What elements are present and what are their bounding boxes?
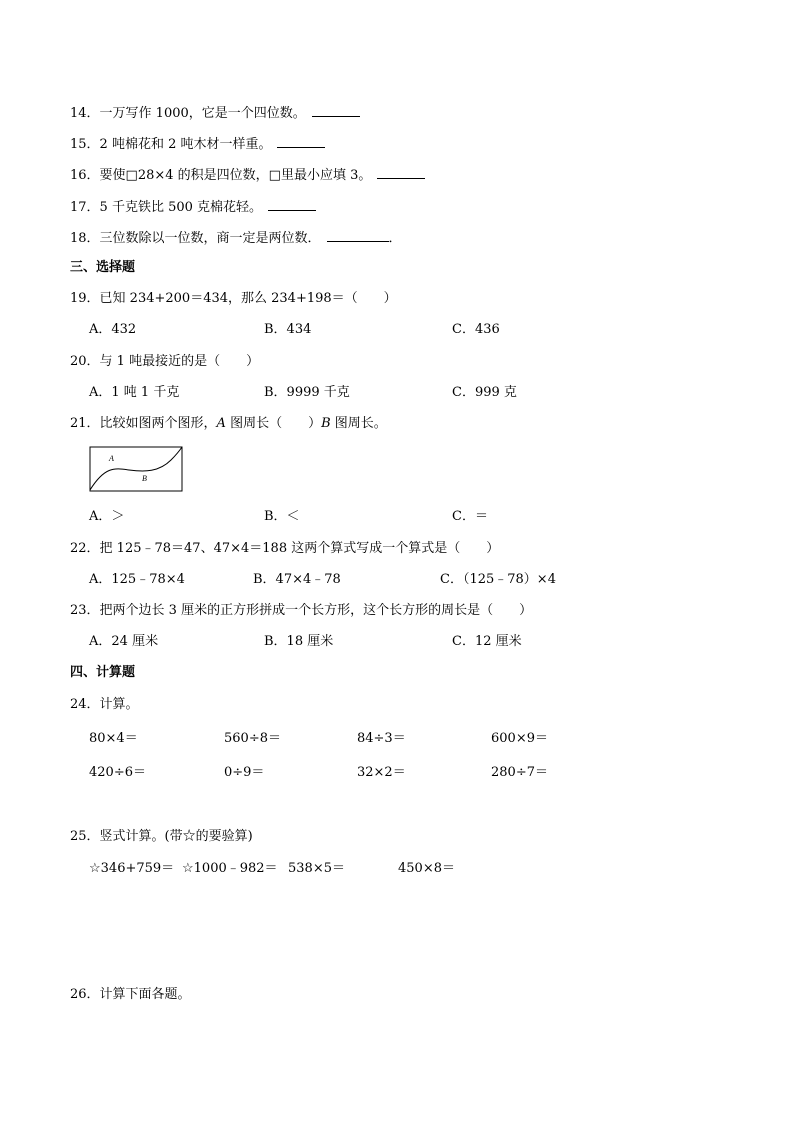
question-23-text: 23．把两个边长 3 厘米的正方形拼成一个长方形，这个长方形的周长是（ ） <box>70 603 533 618</box>
q25-item: ☆1000﹣982＝ <box>182 861 278 876</box>
question-21-pre: 21．比较如图两个图形， <box>70 416 217 431</box>
q20-option-a[interactable]: A．1 吨 1 千克 <box>89 385 180 400</box>
question-17 <box>70 198 316 216</box>
section-heading-calc: 四、计算题 <box>70 665 136 680</box>
question-15 <box>70 135 325 153</box>
q23-option-c[interactable]: C．12 厘米 <box>452 634 522 649</box>
q22-option-c[interactable]: C．（125﹣78）×4 <box>440 572 556 587</box>
question-19-text: 19．已知 234+200＝434，那么 234+198＝（ ） <box>70 291 397 306</box>
q19-option-c[interactable]: C．436 <box>452 322 500 337</box>
section-heading-choice: 三、选择题 <box>70 260 136 275</box>
question-21-label-b: B <box>321 416 331 431</box>
question-20-text: 20．与 1 吨最接近的是（ ） <box>70 354 260 369</box>
question-14-text: 14．一万写作 1000，它是一个四位数。 <box>70 106 306 121</box>
q24-item: 560÷8＝ <box>224 731 281 746</box>
question-18-end: ． <box>388 231 402 246</box>
q24-item: 280÷7＝ <box>491 765 548 780</box>
figure-rectangle <box>90 447 182 491</box>
q23-option-a[interactable]: A．24 厘米 <box>89 634 159 649</box>
question-16-text: 16．要使□28×4 的积是四位数，□里最小应填 3。 <box>70 168 372 183</box>
q22-option-a[interactable]: A．125﹣78×4 <box>89 572 185 587</box>
q22-option-b[interactable]: B．47×4﹣78 <box>253 572 341 587</box>
q21-option-c[interactable]: C．＝ <box>452 509 488 524</box>
q21-figure <box>89 446 184 493</box>
question-22-text: 22．把 125﹣78＝47、47×4＝188 这两个算式写成一个算式是（ ） <box>70 541 500 556</box>
question-17-text: 17．5 千克铁比 500 克棉花轻。 <box>70 200 263 215</box>
question-24-text: 24．计算。 <box>70 697 139 712</box>
question-26-text: 26．计算下面各题。 <box>70 987 191 1002</box>
question-15-text: 15．2 吨棉花和 2 吨木材一样重。 <box>70 137 272 152</box>
q24-item: 0÷9＝ <box>224 765 265 780</box>
q24-item: 600×9＝ <box>491 731 548 746</box>
question-25-text: 25．竖式计算。(带☆的要验算) <box>70 829 253 844</box>
q25-item: 538×5＝ <box>288 861 345 876</box>
figure-label-a: A <box>109 454 114 463</box>
question-14 <box>70 104 360 122</box>
answer-blank-16[interactable] <box>377 166 425 179</box>
answer-blank-15[interactable] <box>277 135 325 148</box>
question-16 <box>70 166 425 184</box>
q21-option-b[interactable]: B．＜ <box>264 509 300 524</box>
figure-label-b: B <box>142 474 147 483</box>
q25-item: 450×8＝ <box>398 861 455 876</box>
figure-curve <box>90 447 182 490</box>
q21-option-a[interactable]: A．＞ <box>89 509 125 524</box>
q24-item: 420÷6＝ <box>89 765 146 780</box>
question-18-text: 18．三位数除以一位数，商一定是两位数． <box>70 231 321 246</box>
question-21-post: 图周长。 <box>330 416 387 431</box>
q24-item: 84÷3＝ <box>357 731 406 746</box>
answer-blank-18[interactable] <box>327 229 389 242</box>
q25-item: ☆346+759＝ <box>89 861 175 876</box>
question-18 <box>70 229 402 247</box>
q20-option-b[interactable]: B．9999 千克 <box>264 385 350 400</box>
q23-option-b[interactable]: B．18 厘米 <box>264 634 334 649</box>
q19-option-a[interactable]: A．432 <box>89 322 137 337</box>
q24-item: 80×4＝ <box>89 731 138 746</box>
question-21 <box>70 416 387 432</box>
q19-option-b[interactable]: B．434 <box>264 322 312 337</box>
question-21-label-a: A <box>216 416 226 431</box>
q20-option-c[interactable]: C．999 克 <box>452 385 517 400</box>
answer-blank-14[interactable] <box>312 104 360 117</box>
q24-item: 32×2＝ <box>357 765 406 780</box>
question-21-mid: 图周长（ ） <box>225 416 322 431</box>
answer-blank-17[interactable] <box>268 198 316 211</box>
